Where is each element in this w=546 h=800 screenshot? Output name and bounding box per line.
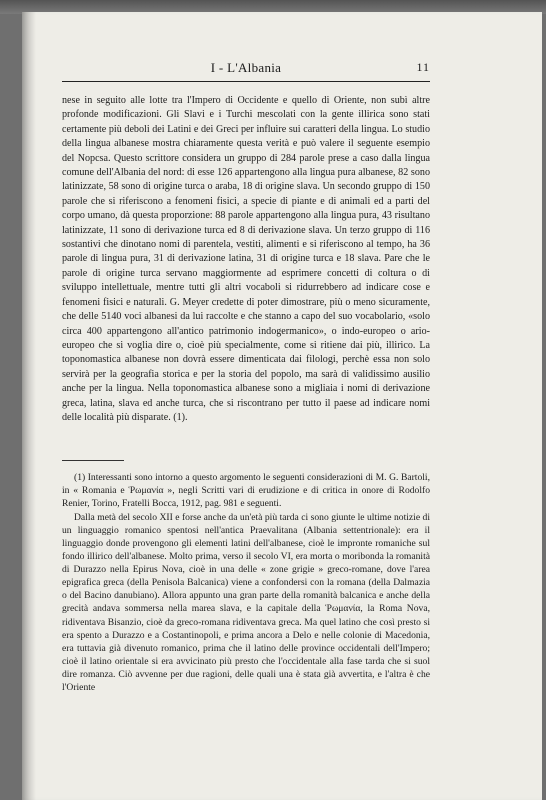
running-title: I - L'Albania xyxy=(210,60,282,75)
running-header xyxy=(62,57,430,82)
main-text xyxy=(62,94,430,425)
page-number: 11 xyxy=(416,60,430,74)
main-paragraph: nese in seguito alle lotte tra l'Impero di Occidente e quello di Oriente, non subì altre profonde modificazioni. Gli Slavi e i Turchi mescolati con la gente illirica sono stati certamente più deboli dei Latini e dei Greci per influire sui caratteri della lingua. Lo studio della lingua albanese mostra chiaramente questa verità e può valere il seguente esempio del Nopcsa. Questo scrittore considera un gruppo di 284 parole prese a caso dalla lingua comune dell'Albania del nord: di esse 126 appartengono alla lingua pura albanese, 82 sono latinizzate, 58 sono di origine turca o araba, 18 di origine slava. Un secondo gruppo di 150 parole che si riferiscono a fenomeni fisici, a specie di piante e di animali ed a parti del corpo umano, dà questa proporzione: 88 parole appartengono alla lingua pura, 43 risultano latinizzate, 11 sono di derivazione turca ed 8 di derivazione slava. Un terzo gruppo di 116 sostantivi che dinotano nomi di parentela, vestiti, alimenti e si riferiscono al tempo, ha 36 parole di lingua pura, 31 di derivazione latina, 31 di origine turca e 18 slava. Pare che le parole di origine turca servano maggiormente ad esprimere concetti di coltura o di sviluppo intellettuale, mentre tutti gli altri vocaboli si ridurrebbero ad indicare cose e fenomeni fisici e naturali. G. Meyer credette di poter dimostrare, più o meno sicuramente, che delle 5140 voci albanesi da lui raccolte e che stanno a capo del suo vocabolario, «solo circa 400 appartengono all'antico patrimonio indogermanico», o indo-europeo o ario-europeo che si voglia dire o, cioè più specialmente, come si ritiene dai più, illirico. La toponomastica albanese non dovrà essere dimenticata dai filologi, perchè essa non solo servirà per la geografia storica e per la storia del popolo, ma sarà di validissimo ausilio anche per la lingua. Nella toponomastica albanese sono a migliaia i nomi di derivazione greca, latina, slava ed anche turca, che si riscontrano per tutto il paese ad indicare nomi delle località più disparate. (1). xyxy=(62,95,430,423)
footnote-continuation: Dalla metà del secolo XII e forse anche da un'età più tarda ci sono giunte le ultime notizie di un linguaggio romanico spentosi nell'antica Praevalitana (Albania settentrionale): era il linguaggio donde provengono gli elementi latini dell'albanese, cioè le impronte romaniche sul fondo illirico dell'albanese. Molto prima, verso il secolo VI, era morta o moribonda la romanità di Durazzo nella Epirus Nova, cioè in una delle « zone grigie » greco-romane, dove l'area epigrafica greca (della Penisola Balcanica) viene a confondersi con la romana (della Dalmazia o del Bacino danubiano). Allora appunto una gran parte della romanità balcanica e anche della grecità andava sommersa nella marea slava, e la capitale della Ῥωμανία, la Roma Nova, ridiventava Bisanzio, cioè da greco-romana ridiventava greca. Ma quel latino che così presto si era spento a Durazzo e a Costantinopoli, e prima ancora a Delo e nelle colonie di Macedonia, era tuttavia già divenuto romanico, prima che il latino delle province occidentali dell'Impero; cioè il latino orientale si era avvicinato più presto che l'occidentale alla fase tarda che si suol dire romanza. Ciò avvenne per due ragioni, delle quali una è stata già avvertita, e l'altra è che l'Oriente xyxy=(62,512,430,693)
footnote-separator xyxy=(62,460,124,461)
footnotes xyxy=(62,471,430,694)
page-fold-shadow xyxy=(22,12,36,800)
footnote-1: (1) Interessanti sono intorno a questo argomento le seguenti considerazioni di M. G. Bartoli, in « Romania e Ῥωμανία », negli Scritti vari di erudizione e di critica in onore di Rodolfo Renier, Torino, Fratelli Bocca, 1912, pag. 981 e seguenti. xyxy=(62,472,430,510)
